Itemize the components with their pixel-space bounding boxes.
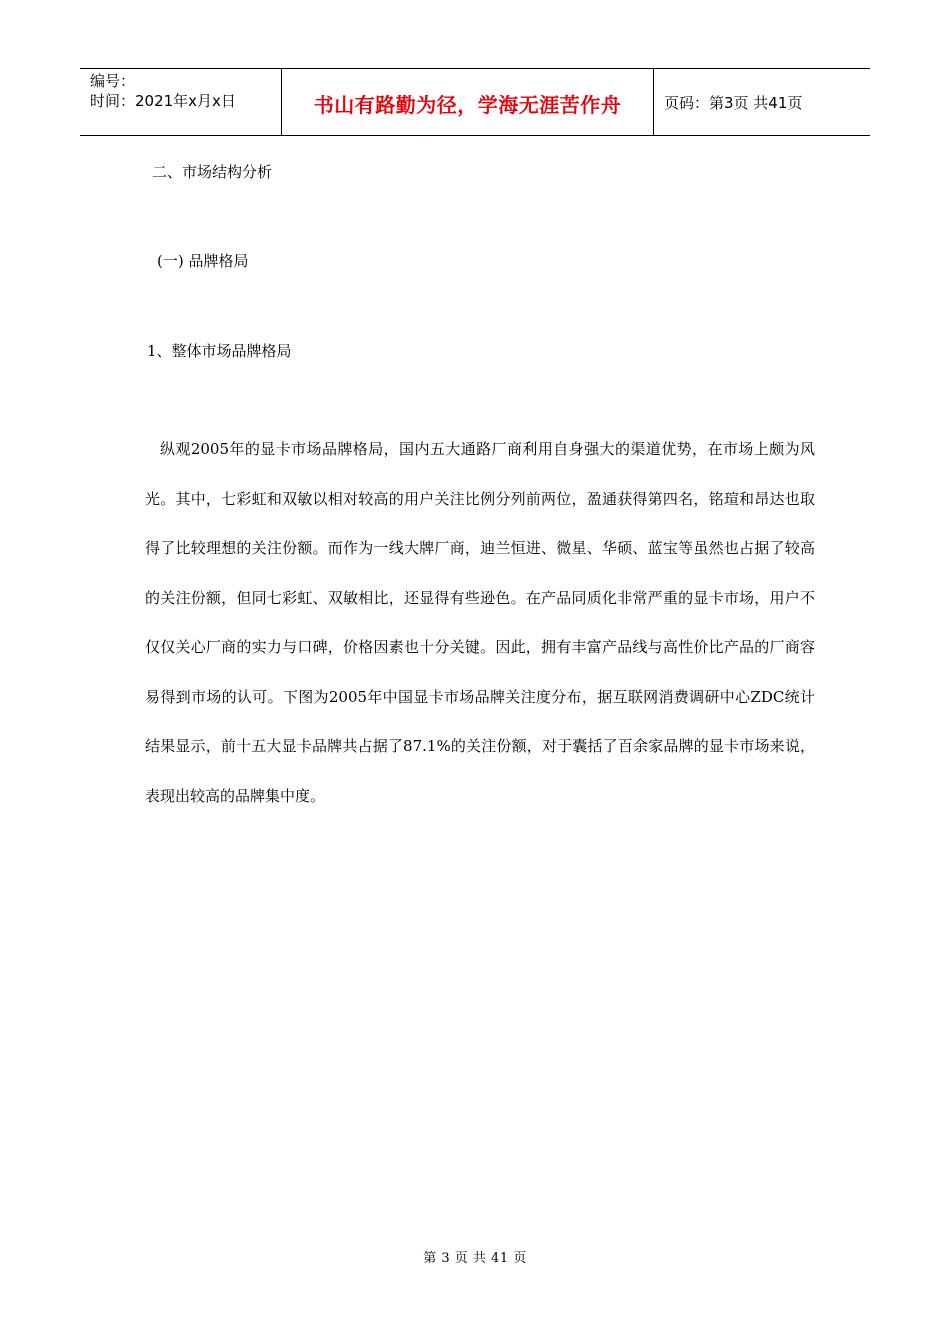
header-page-code: 页码：第3页 共41页 <box>664 94 803 112</box>
page-footer: 第 3 页 共 41 页 <box>423 1251 527 1266</box>
document-number-label: 编号： <box>90 72 136 90</box>
header-meta-cell <box>80 69 281 135</box>
header-motto-cell <box>281 69 654 135</box>
section-title: 二、市场结构分析 <box>152 163 273 181</box>
header-page-cell <box>654 69 870 135</box>
subsubsection-title: 1、整体市场品牌格局 <box>147 342 292 360</box>
document-date: 时间：2021年x月x日 <box>90 92 236 110</box>
header-motto: 书山有路勤为径，学海无涯苦作舟 <box>313 92 622 117</box>
subsection-title: (一) 品牌格局 <box>157 252 249 270</box>
body-paragraph: 纵观2005年的显卡市场品牌格局，国内五大通路厂商利用自身强大的渠道优势，在市场上颇为风光。其中，七彩虹和双敏以相对较高的用户关注比例分列前两位，盈通获得第四名，铭瑄和昂达也取得了比较理想的关注份额。而作为一线大牌厂商，迪兰恒进、微星、华硕、蓝宝等虽然也占据了较高的关注份额，但同七彩虹、双敏相比，还显得有些逊色。在产品同质化非常严重的显卡市场，用户不仅仅关心厂商的实力与口碑，价格因素也十分关键。因此，拥有丰富产品线与高性价比产品的厂商容易得到市场的认可。下图为2005年中国显卡市场品牌关注度分布，据互联网消费调研中心ZDC统计结果显示，前十五大显卡品牌共占据了87.1%的关注份额，对于囊括了百余家品牌的显卡市场来说，表现出较高的品牌集中度。 <box>145 440 815 805</box>
document-header <box>80 68 870 136</box>
